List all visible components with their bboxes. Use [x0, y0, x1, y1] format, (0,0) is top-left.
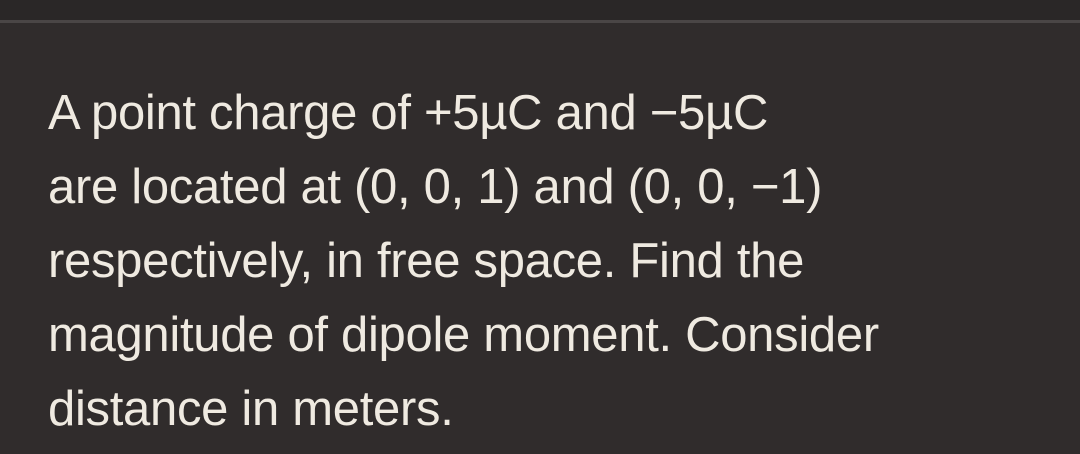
question-line-2: are located at (0, 0, 1) and (0, 0, −1): [48, 160, 823, 214]
question-line-4: magnitude of dipole moment. Consider: [48, 308, 879, 362]
question-line-3: respectively, in free space. Find the: [48, 234, 805, 288]
question-line-5: distance in meters.: [48, 382, 454, 436]
question-text: [48, 76, 1048, 446]
divider: [0, 20, 1080, 23]
question-line-1: A point charge of +5µC and −5µC: [48, 86, 769, 140]
top-bar: [0, 0, 1080, 20]
